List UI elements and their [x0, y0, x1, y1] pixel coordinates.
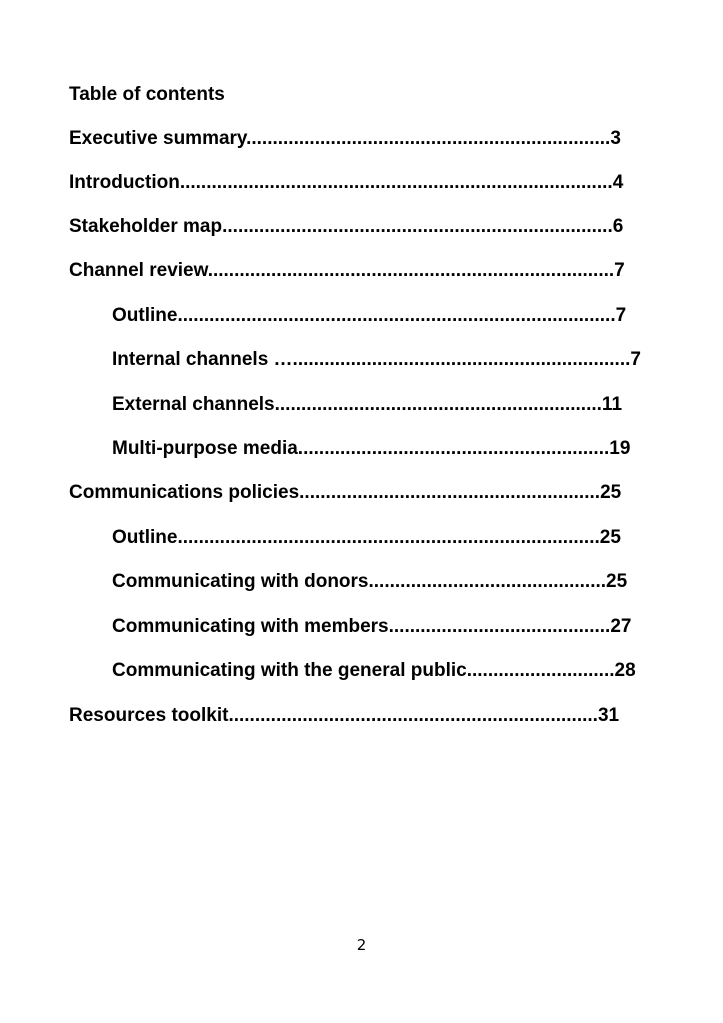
toc-entry[interactable]: [69, 260, 654, 282]
toc-entry-leader: ............................: [466, 660, 615, 681]
toc-entry[interactable]: [112, 438, 654, 460]
toc-entry-title: Communicating with members: [112, 616, 389, 637]
toc-entry-page: 25: [600, 482, 622, 503]
toc-entry-title: Outline: [112, 305, 178, 326]
toc-entry-page: 19: [609, 438, 631, 459]
toc-entry-page: 27: [610, 616, 632, 637]
toc-entry-page: 11: [601, 394, 623, 415]
toc-entry[interactable]: [112, 305, 654, 327]
toc-entry-leader: ................................................................: [292, 349, 631, 370]
toc-heading: Table of contents: [69, 84, 225, 105]
toc-entry-title: External channels: [112, 394, 275, 415]
toc-entry-page: 25: [606, 571, 628, 592]
toc-entry-title: Communicating with donors: [112, 571, 369, 592]
toc-entry-leader: .....................................................................: [246, 128, 611, 149]
toc-entry[interactable]: [69, 482, 654, 504]
toc-entry[interactable]: [69, 128, 654, 150]
toc-entry-title: Introduction: [69, 172, 180, 193]
toc-entry[interactable]: [69, 172, 654, 194]
toc-entry-page: 31: [597, 705, 620, 726]
toc-entry[interactable]: [69, 216, 654, 238]
toc-entry-leader: ................................................................................: [177, 527, 600, 548]
toc-entry-title: Channel review: [69, 260, 208, 281]
toc-entry-title: Communicating with the general public: [112, 660, 467, 681]
toc-entry-leader: ..................................................................................: [179, 172, 613, 193]
toc-entry-leader: .........................................................: [299, 482, 601, 503]
toc-entry[interactable]: [112, 527, 654, 549]
toc-entry-leader: .............................................: [368, 571, 607, 592]
toc-entry-leader: ..............................................................: [274, 394, 602, 415]
toc-entry[interactable]: [112, 394, 654, 416]
toc-entry-page: 7: [615, 305, 627, 326]
toc-entry-page: 4: [612, 172, 624, 193]
toc-entry-page: 25: [599, 527, 621, 548]
page-number: 2: [356, 936, 367, 954]
toc-entry-title: Resources toolkit: [69, 705, 229, 726]
toc-entry-title: Stakeholder map: [69, 216, 223, 237]
toc-entry[interactable]: [69, 705, 654, 727]
toc-entry-leader: ...........................................................: [297, 438, 610, 459]
toc-entry[interactable]: [112, 616, 654, 638]
toc-entry-title: Multi-purpose media: [112, 438, 298, 459]
toc-entry-page: 7: [630, 349, 641, 370]
toc-entry-page: 3: [610, 128, 621, 149]
toc-entry-leader: ...................................................................................: [177, 305, 616, 326]
toc-entry[interactable]: [112, 660, 654, 682]
toc-entry-title: Executive summary: [69, 128, 247, 149]
toc-entry-leader: ......................................................................: [228, 705, 598, 726]
toc-entry[interactable]: [112, 349, 654, 371]
toc-entry-title: Outline: [112, 527, 178, 548]
toc-entry-leader: ..........................................: [388, 616, 611, 637]
toc-entry-page: 7: [614, 260, 625, 281]
toc-entry-title: Communications policies: [69, 482, 300, 503]
toc-entry-page: 6: [612, 216, 624, 237]
toc-entry-page: 28: [614, 660, 636, 681]
toc-entry-leader: ..........................................................................: [222, 216, 613, 237]
toc-entry-leader: .............................................................................: [207, 260, 615, 281]
toc-entry-title: Internal channels …: [112, 349, 293, 370]
toc-entry[interactable]: [112, 571, 654, 593]
